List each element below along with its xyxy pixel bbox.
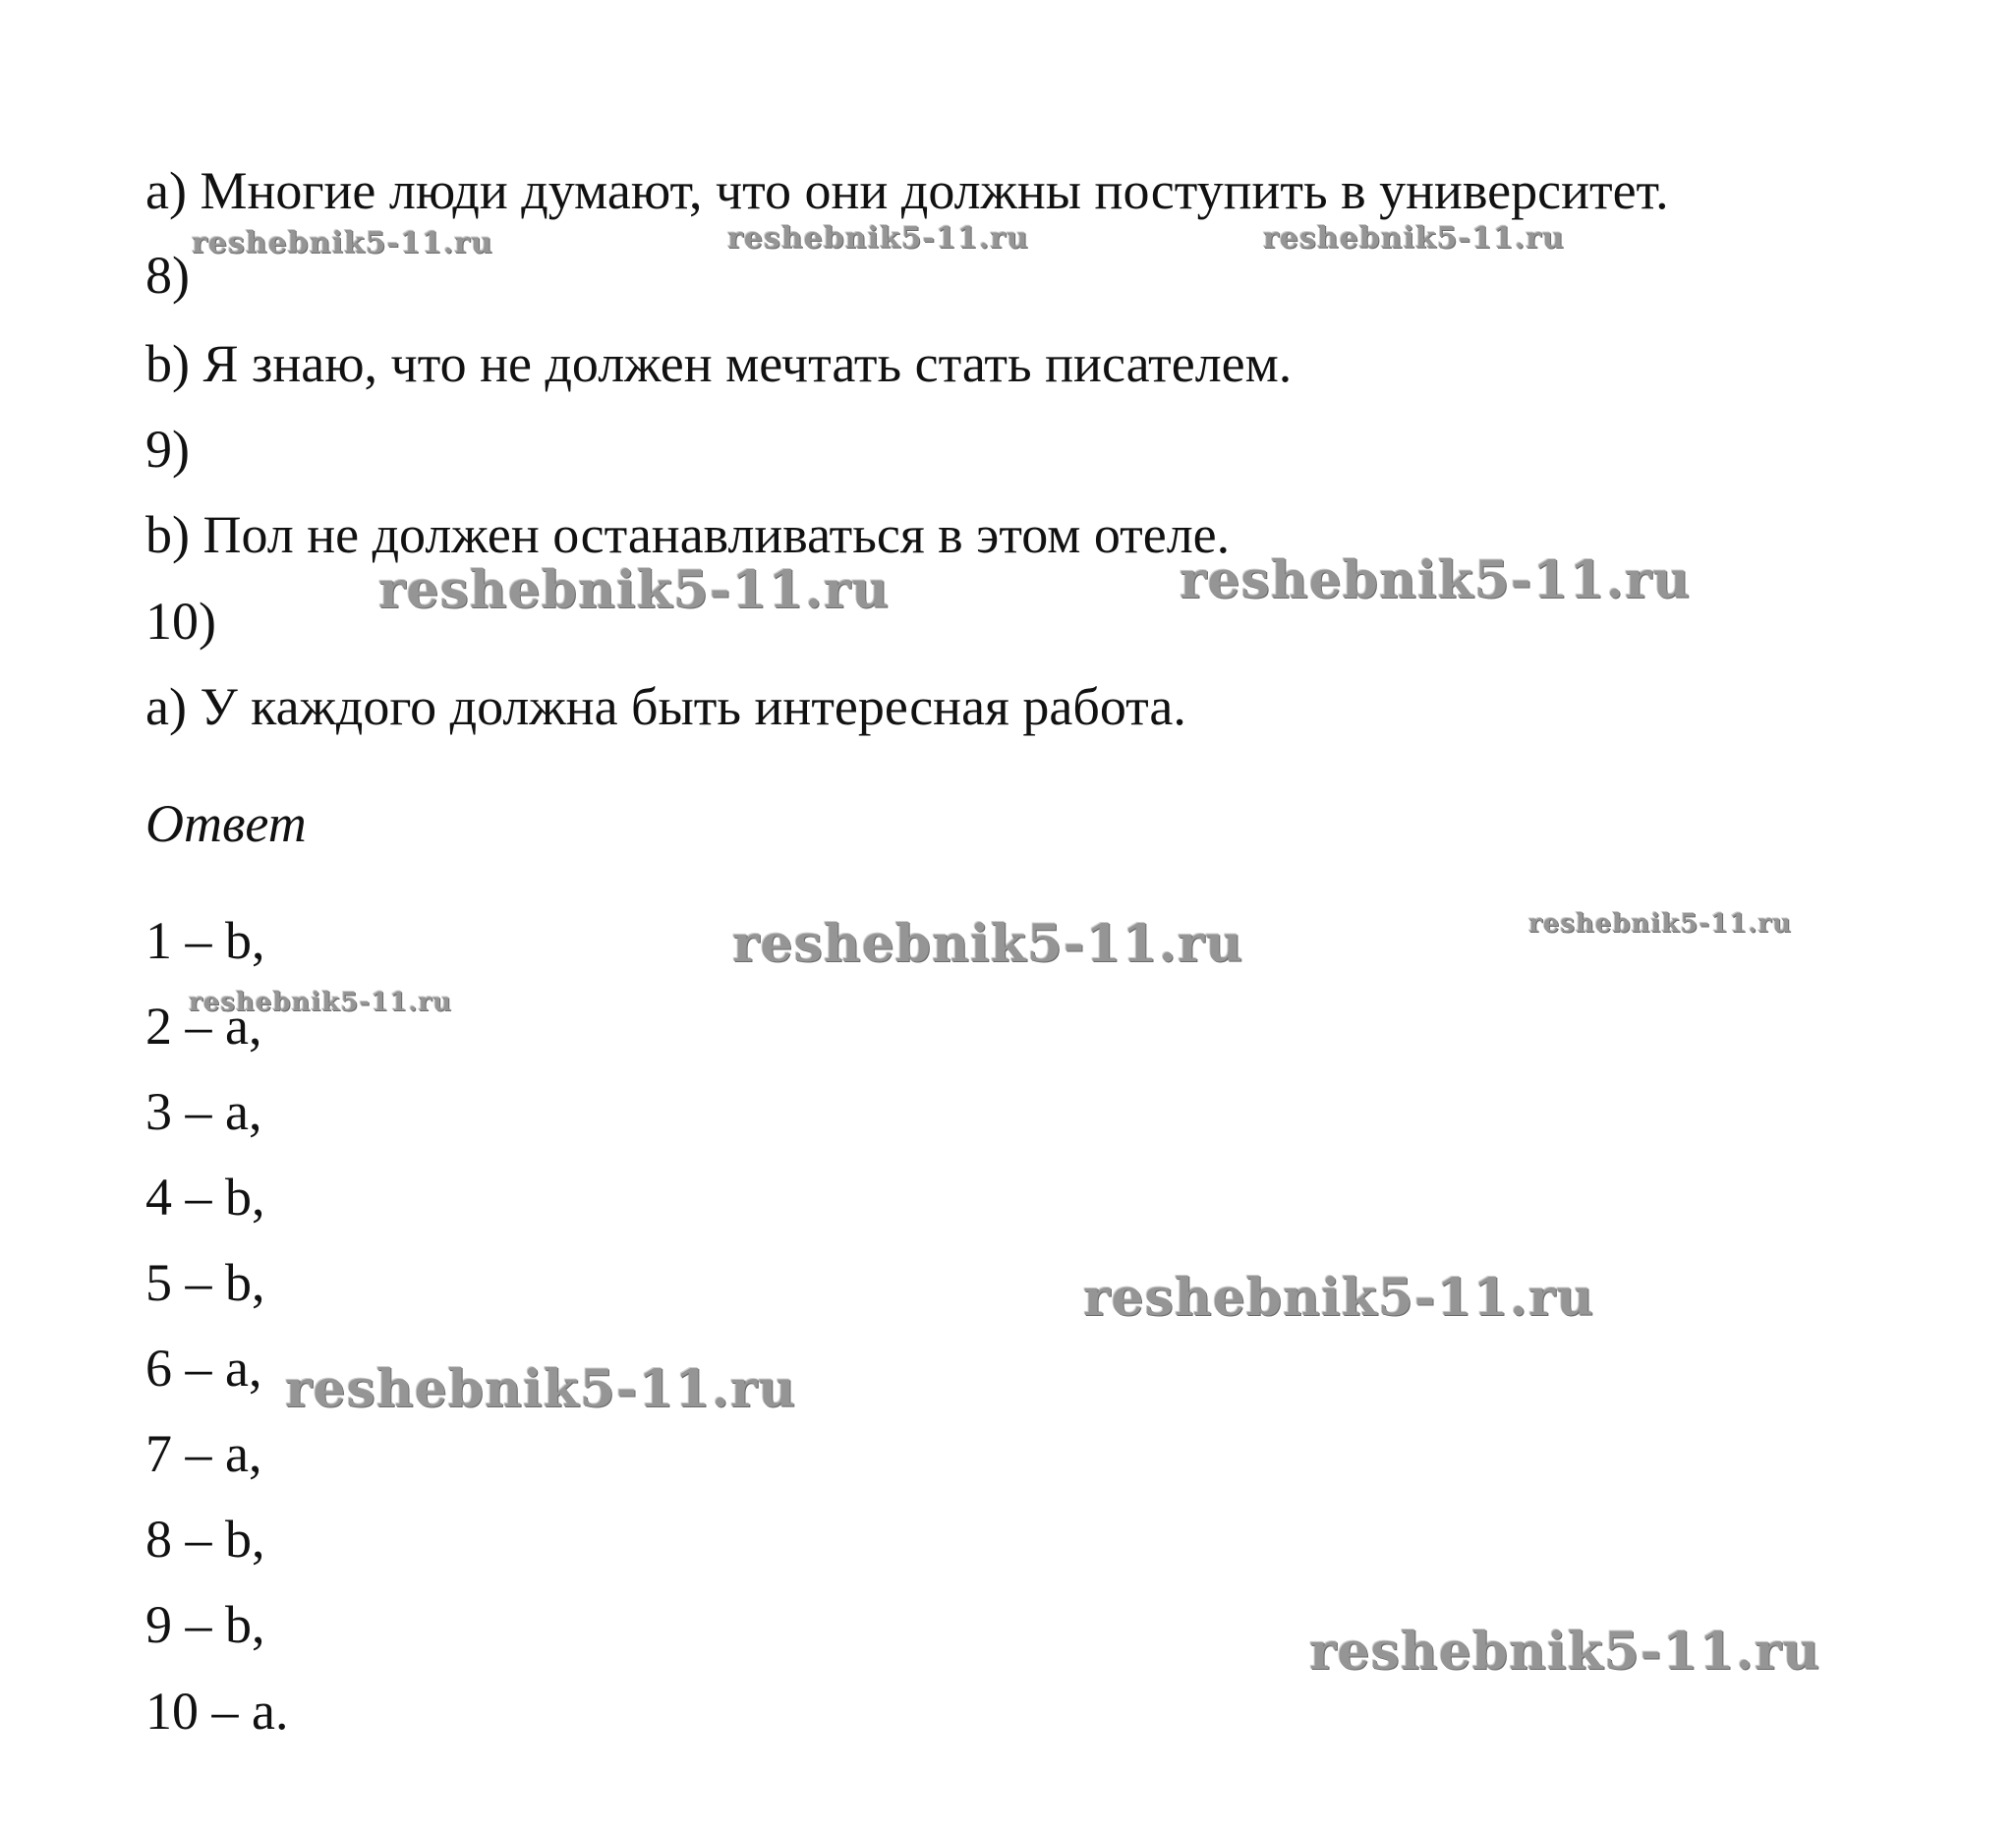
- answer-item: 9 – b,: [145, 1595, 265, 1654]
- watermark: reshebnik5-11.ru: [1180, 550, 1692, 610]
- watermark: reshebnik5-11.ru: [189, 988, 453, 1017]
- answer-item: 3 – a,: [145, 1082, 262, 1141]
- answer-item: 8 – b,: [145, 1510, 265, 1569]
- answer-item: 6 – a,: [145, 1339, 262, 1398]
- watermark: reshebnik5-11.ru: [727, 221, 1029, 256]
- watermark: reshebnik5-11.ru: [1263, 221, 1565, 256]
- answer-item: 1 – b,: [145, 911, 265, 970]
- task-line: b) Я знаю, что не должен мечтать стать писателем.: [145, 334, 1293, 393]
- watermark: reshebnik5-11.ru: [1309, 1622, 1821, 1682]
- task-line: 10): [145, 592, 216, 651]
- task-line: 9): [145, 420, 190, 479]
- watermark: reshebnik5-11.ru: [378, 560, 891, 620]
- answer-item: 10 – a.: [145, 1682, 289, 1741]
- task-line: a) Многие люди думают, что они должны поступить в университет.: [145, 161, 1669, 220]
- answer-item: 2 – a,: [145, 997, 262, 1056]
- answer-heading: Ответ: [145, 794, 307, 853]
- watermark: reshebnik5-11.ru: [1528, 909, 1793, 939]
- watermark: reshebnik5-11.ru: [1083, 1268, 1595, 1328]
- answer-item: 4 – b,: [145, 1168, 265, 1227]
- watermark: reshebnik5-11.ru: [732, 914, 1244, 974]
- watermark: reshebnik5-11.ru: [192, 226, 493, 260]
- task-line: b) Пол не должен останавливаться в этом отеле.: [145, 505, 1231, 564]
- answer-item: 7 – a,: [145, 1424, 262, 1483]
- task-line: 8): [145, 246, 190, 305]
- task-line: a) У каждого должна быть интересная работа.: [145, 677, 1186, 736]
- answer-item: 5 – b,: [145, 1253, 265, 1312]
- watermark: reshebnik5-11.ru: [285, 1359, 797, 1419]
